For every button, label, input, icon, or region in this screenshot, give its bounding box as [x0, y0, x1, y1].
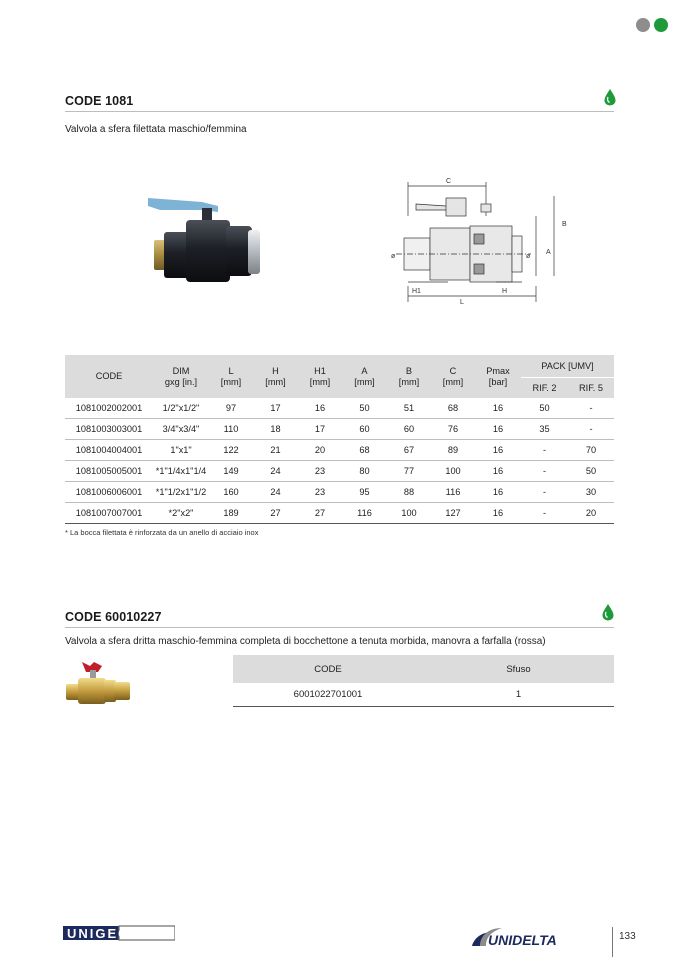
cell-pmax: 16 — [475, 482, 521, 503]
cell-dim: *1"1/2x1"1/2 — [153, 482, 209, 503]
cell-a: 95 — [342, 482, 387, 503]
pack-sfuso-cell: 1 — [423, 683, 614, 707]
cell-h1: 23 — [298, 461, 342, 482]
svg-text:UNIDELTA: UNIDELTA — [488, 932, 557, 948]
header-pmax: Pmax [bar] — [475, 355, 521, 398]
brass-valve-photo — [60, 658, 138, 708]
cell-b: 51 — [387, 398, 431, 419]
page-divider — [612, 927, 613, 957]
cell-code: 1081002002001 — [65, 398, 153, 419]
header-pack: PACK [UMV] — [521, 355, 614, 378]
cell-h: 17 — [253, 398, 298, 419]
section1-rule — [65, 111, 614, 112]
cell-l: 160 — [209, 482, 253, 503]
label-c: C — [446, 178, 452, 185]
cell-h1: 27 — [298, 503, 342, 524]
table-row — [65, 419, 614, 440]
header-code: CODE — [65, 355, 153, 398]
label-a: A — [546, 249, 551, 256]
cell-rif5: - — [568, 419, 614, 440]
cell-h: 24 — [253, 482, 298, 503]
pack-header-code: CODE — [233, 655, 423, 683]
cell-l: 122 — [209, 440, 253, 461]
cell-b: 60 — [387, 419, 431, 440]
cell-h1: 16 — [298, 398, 342, 419]
cell-rif2: - — [521, 482, 568, 503]
section2-rule — [65, 627, 614, 628]
unigeo-logo — [63, 924, 175, 947]
cell-rif5: 20 — [568, 503, 614, 524]
cell-pmax: 16 — [475, 440, 521, 461]
water-drop-icon — [601, 603, 615, 621]
table-row — [65, 482, 614, 503]
table-row — [65, 503, 614, 524]
cell-rif5: 70 — [568, 440, 614, 461]
cell-l: 110 — [209, 419, 253, 440]
cell-h1: 17 — [298, 419, 342, 440]
cell-h: 21 — [253, 440, 298, 461]
cell-rif2: 35 — [521, 419, 568, 440]
cell-dim: *2"x2" — [153, 503, 209, 524]
label-h: H — [502, 288, 508, 295]
cell-rif2: - — [521, 503, 568, 524]
unidelta-logo — [470, 920, 605, 955]
section2-title: CODE 60010227 — [65, 610, 162, 624]
header-rif2: RIF. 2 — [521, 378, 568, 399]
water-drop-icon — [603, 88, 617, 106]
label-diam-right: ø — [526, 253, 531, 260]
header-h1: H1 [mm] — [298, 355, 342, 398]
cell-code: 1081003003001 — [65, 419, 153, 440]
technical-drawing — [386, 176, 571, 311]
cell-c: 116 — [431, 482, 475, 503]
cell-h: 18 — [253, 419, 298, 440]
header-a: A [mm] — [342, 355, 387, 398]
cell-a: 60 — [342, 419, 387, 440]
page-number: 133 — [619, 931, 636, 942]
corner-indicator — [636, 18, 672, 34]
cell-rif2: - — [521, 440, 568, 461]
label-b: B — [562, 221, 567, 228]
cell-code: 1081004004001 — [65, 440, 153, 461]
footnote: * La bocca filettata è rinforzata da un anello di acciaio inox — [65, 528, 259, 537]
cell-pmax: 16 — [475, 461, 521, 482]
spec-table — [65, 355, 614, 524]
cell-h: 27 — [253, 503, 298, 524]
cell-rif2: 50 — [521, 398, 568, 419]
cell-rif5: 30 — [568, 482, 614, 503]
cell-c: 127 — [431, 503, 475, 524]
cell-a: 50 — [342, 398, 387, 419]
header-c: C [mm] — [431, 355, 475, 398]
cell-rif2: - — [521, 461, 568, 482]
pack-header-row — [233, 655, 614, 683]
cell-pmax: 16 — [475, 419, 521, 440]
table-row — [233, 683, 614, 707]
pack-table — [233, 655, 614, 707]
table-row — [65, 440, 614, 461]
section1-title: CODE 1081 — [65, 94, 134, 108]
cell-code: 1081006006001 — [65, 482, 153, 503]
pack-code-cell: 6001022701001 — [233, 683, 423, 707]
header-b: B [mm] — [387, 355, 431, 398]
table-row — [65, 398, 614, 419]
header-rif5: RIF. 5 — [568, 378, 614, 399]
cell-l: 189 — [209, 503, 253, 524]
cell-c: 89 — [431, 440, 475, 461]
cell-pmax: 16 — [475, 398, 521, 419]
cell-b: 77 — [387, 461, 431, 482]
svg-text:UNIGEO: UNIGEO — [67, 926, 131, 941]
cell-a: 80 — [342, 461, 387, 482]
cell-h: 24 — [253, 461, 298, 482]
header-dim: DIM gxg [in.] — [153, 355, 209, 398]
cell-dim: 3/4"x3/4" — [153, 419, 209, 440]
cell-pmax: 16 — [475, 503, 521, 524]
cell-b: 100 — [387, 503, 431, 524]
cell-h1: 23 — [298, 482, 342, 503]
cell-dim: 1/2"x1/2" — [153, 398, 209, 419]
section1-subtitle: Valvola a sfera filettata maschio/femmina — [65, 124, 247, 135]
cell-code: 1081005005001 — [65, 461, 153, 482]
cell-rif5: - — [568, 398, 614, 419]
table-row — [65, 461, 614, 482]
cell-c: 68 — [431, 398, 475, 419]
cell-b: 67 — [387, 440, 431, 461]
cell-dim: 1"x1" — [153, 440, 209, 461]
header-l: L [mm] — [209, 355, 253, 398]
cell-l: 97 — [209, 398, 253, 419]
section2-subtitle: Valvola a sfera dritta maschio-femmina completa di bocchettone a tenuta morbida, manovra a farfalla (rossa) — [65, 636, 546, 647]
cell-h1: 20 — [298, 440, 342, 461]
cell-code: 1081007007001 — [65, 503, 153, 524]
ball-valve-photo — [140, 190, 275, 290]
spec-header-row — [65, 355, 614, 378]
cell-c: 100 — [431, 461, 475, 482]
cell-c: 76 — [431, 419, 475, 440]
cell-a: 68 — [342, 440, 387, 461]
cell-dim: *1"1/4x1"1/4 — [153, 461, 209, 482]
label-diam-left: ø — [391, 253, 396, 260]
green-dot-icon — [654, 18, 668, 32]
header-h: H [mm] — [253, 355, 298, 398]
cell-b: 88 — [387, 482, 431, 503]
cell-l: 149 — [209, 461, 253, 482]
label-l: L — [460, 299, 464, 306]
gray-dot-icon — [636, 18, 650, 32]
cell-a: 116 — [342, 503, 387, 524]
label-h1: H1 — [412, 288, 421, 295]
pack-header-sfuso: Sfuso — [423, 655, 614, 683]
cell-rif5: 50 — [568, 461, 614, 482]
